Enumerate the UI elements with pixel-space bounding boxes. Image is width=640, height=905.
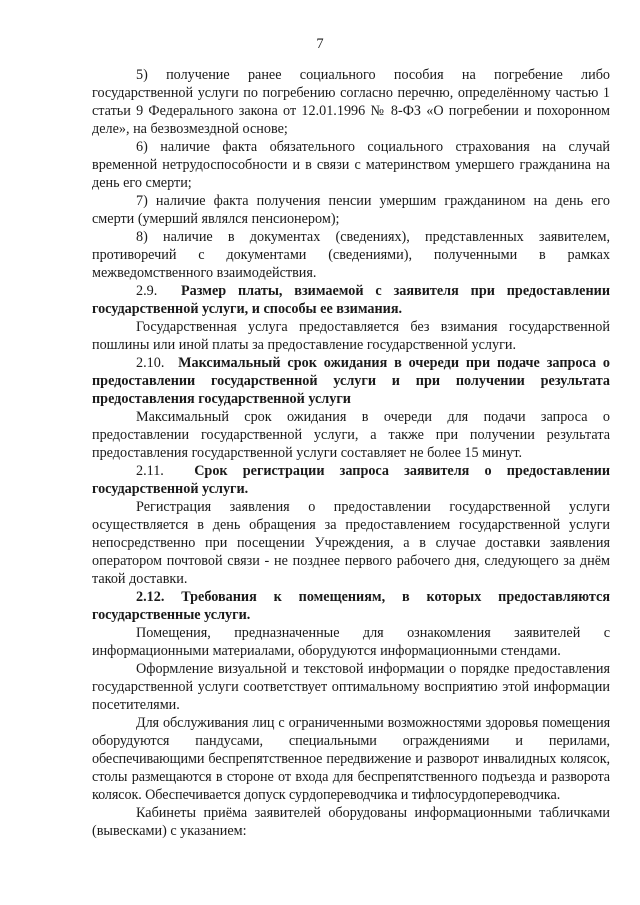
section-title: Требования к помещениям, в которых предоставляются государственные услуги. [92, 589, 611, 623]
section-title: Максимальный срок ожидания в очереди при подаче запроса о предоставлении государственной услуги и при получении результата предоставления государственной услуги [92, 355, 610, 407]
section-number: 2.10. [136, 355, 165, 371]
paragraph-item-8: 8) наличие в документах (сведениях), представленных заявителем, противоречий с документами (сведениями), полученными в рамках межведомственного взаимодействия. [92, 229, 610, 281]
section-heading-2-9 [92, 282, 610, 318]
paragraph-item-6: 6) наличие факта обязательного социального страхования на случай временной нетрудоспособности и в связи с материнством умершего гражданина на день его смерти; [92, 139, 610, 191]
paragraph-accessibility: Для обслуживания лиц с ограниченными возможностями здоровья помещения оборудуются пандусами, специальными ограждениями и перилами, обеспечивающими беспрепятственное передвижение и разворот инвалидных колясок, столы размещаются в стороне от входа для беспрепятственного подъезда и разворота колясок. Обеспечивается допуск сурдопереводчика и тифлосурдопереводчика. [92, 715, 610, 803]
section-heading-2-11 [92, 462, 610, 498]
section-heading-2-12 [92, 588, 610, 624]
paragraph-premises: Помещения, предназначенные для ознакомления заявителей с информационными материалами, оборудуются информационными стендами. [92, 625, 610, 659]
section-number: 2.11. [136, 463, 164, 479]
section-title: Срок регистрации запроса заявителя о предоставлении государственной услуги. [92, 463, 611, 497]
page-number: 7 [316, 36, 324, 52]
document-body [92, 66, 610, 840]
section-number: 2.9. [136, 283, 158, 299]
paragraph-item-7: 7) наличие факта получения пенсии умершим гражданином на день его смерти (умерший являлся пенсионером); [92, 193, 610, 227]
paragraph-cabinets: Кабинеты приёма заявителей оборудованы информационными табличками (вывесками) с указанием: [92, 805, 610, 839]
paragraph-visual-info: Оформление визуальной и текстовой информации о порядке предоставления государственной услуги соответствует оптимальному восприятию этой информации посетителями. [92, 661, 610, 713]
paragraph-registration: Регистрация заявления о предоставлении государственной услуги осуществляется в день обращения за предоставлением государственной услуги непосредственно при посещении Учреждения, а в случае доставки заявления оператором почтовой связи - не позднее первого рабочего дня, следующего за днём такой доставки. [92, 499, 610, 587]
section-heading-2-10 [92, 354, 610, 408]
section-number: 2.12. [136, 589, 165, 605]
paragraph-fee: Государственная услуга предоставляется без взимания государственной пошлины или иной платы за предоставление государственной услуги. [92, 319, 610, 353]
section-title: Размер платы, взимаемой с заявителя при предоставлении государственной услуги, и способы ее взимания. [92, 283, 610, 317]
paragraph-item-5: 5) получение ранее социального пособия на погребение либо государственной услуги по погребению согласно перечню, определённому частью 1 статьи 9 Федерального закона от 12.01.1996 № 8-ФЗ «О погребении и похоронном деле», на безвозмездной основе; [92, 67, 610, 137]
paragraph-queue-time: Максимальный срок ожидания в очереди для подачи запроса о предоставлении государственной услуги, а также при получении результата предоставления государственной услуги составляет не более 15 минут. [92, 409, 610, 461]
